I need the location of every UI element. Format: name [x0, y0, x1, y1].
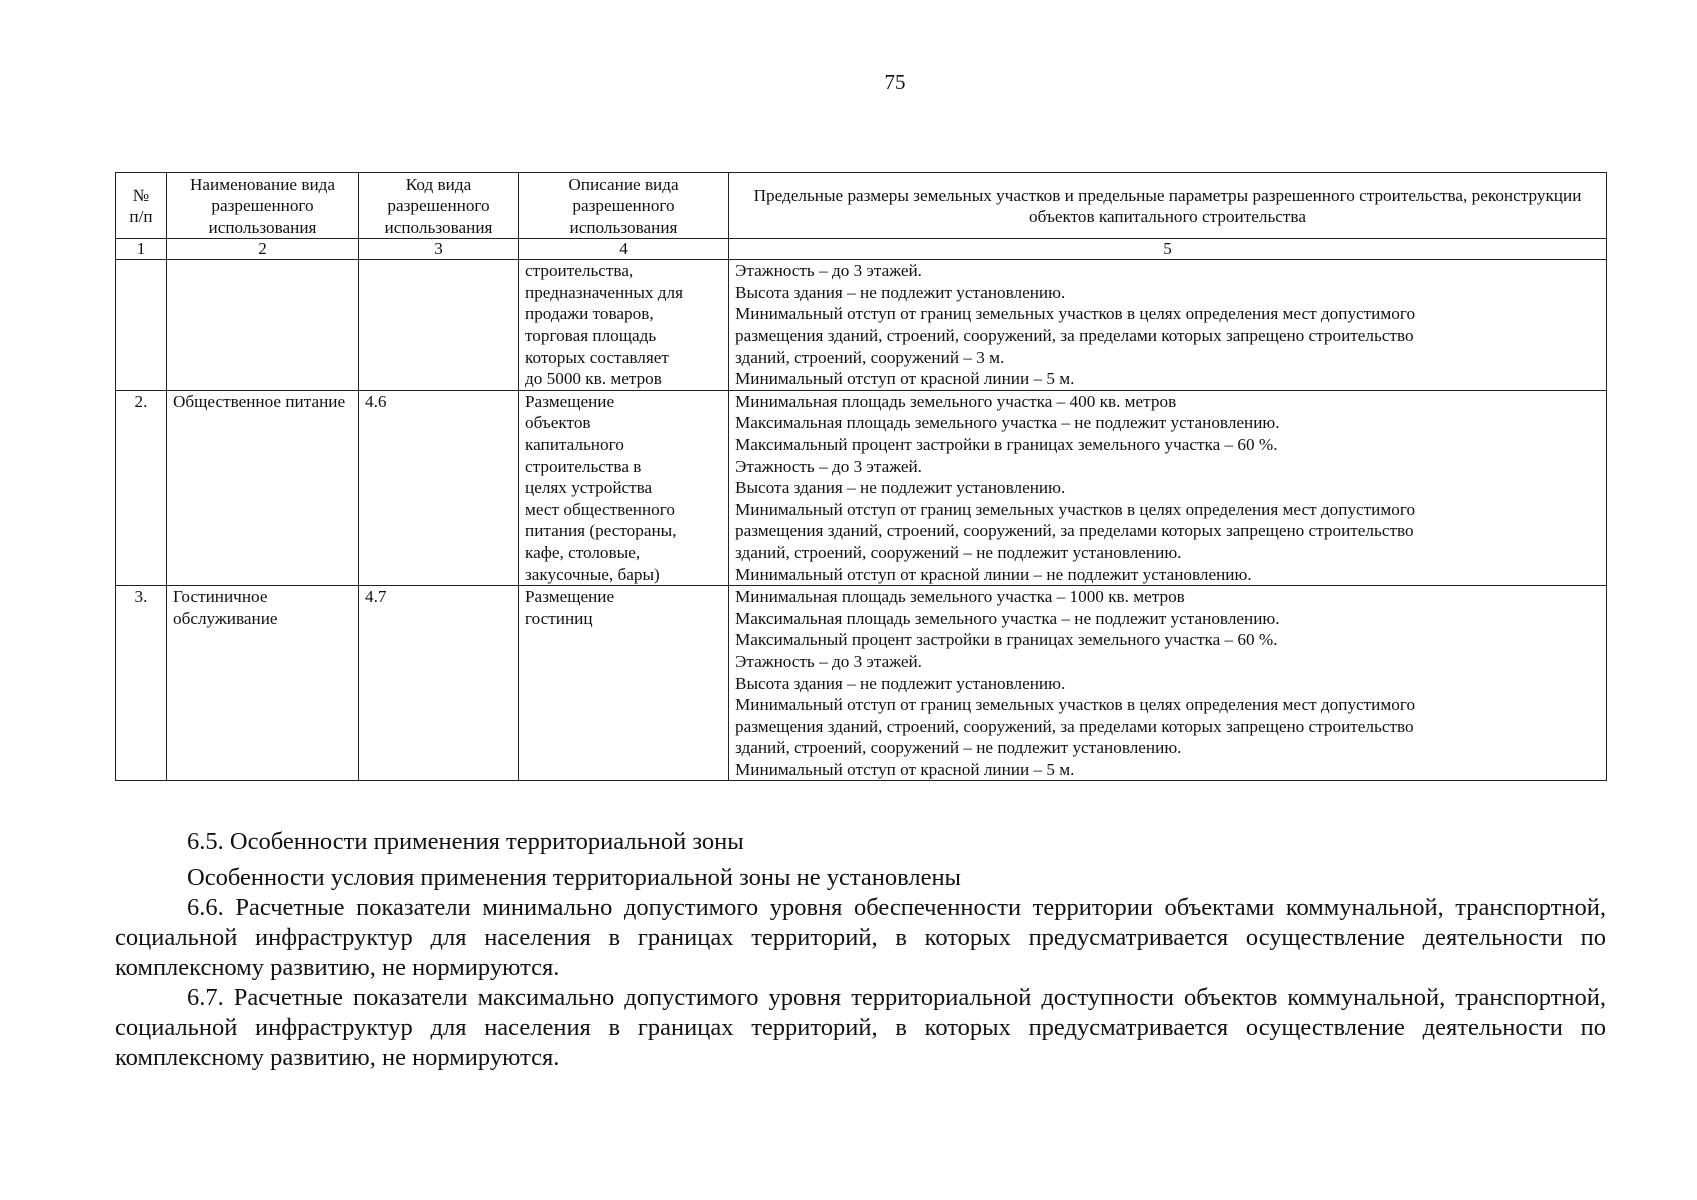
row-limit-params: Этажность – до 3 этажей. Высота здания – не подлежит установлению. Минимальный отступ от границ земельных участков в целях определения мест допустимого размещения зданий, строений, сооружений, за пределами которых запрещено строительство зданий, строений, сооружений – 3 м. Минимальный отступ от красной линии – 5 м.: [729, 260, 1607, 391]
section-6-5-body: [115, 863, 1606, 1073]
page-number: 75: [884, 70, 906, 94]
zoning-table: [115, 172, 1607, 781]
column-number: 1: [116, 239, 167, 260]
column-number: 5: [729, 239, 1607, 260]
section-6-5: [115, 827, 1606, 857]
header-use-name: Наименование вида разрешенного использования: [167, 173, 359, 239]
section-heading: 6.5. Особенности применения территориальной зоны: [187, 828, 744, 855]
row-use-description: строительства, предназначенных для продажи товаров, торговая площадь которых составляет до 5000 кв. метров: [519, 260, 729, 391]
row-number: 2.: [116, 390, 167, 585]
row-use-description: Размещение гостиниц: [519, 586, 729, 781]
row-limit-params: Минимальная площадь земельного участка – 1000 кв. метров Максимальная площадь земельного участка – не подлежит установлению. Максимальный процент застройки в границах земельного участка – 60 %. Этажность – до 3 этажей. Высота здания – не подлежит установлению. Минимальный отступ от границ земельных участков в целях определения мест допустимого размещения зданий, строений, сооружений, за пределами которых запрещено строительство зданий, строений, сооружений – не подлежит установлению. Минимальный отступ от красной линии – 5 м.: [729, 586, 1607, 781]
row-use-code: [359, 260, 519, 391]
column-number: 3: [359, 239, 519, 260]
row-limit-params: Минимальная площадь земельного участка – 400 кв. метров Максимальная площадь земельного участка – не подлежит установлению. Максимальный процент застройки в границах земельного участка – 60 %. Этажность – до 3 этажей. Высота здания – не подлежит установлению. Минимальный отступ от границ земельных участков в целях определения мест допустимого размещения зданий, строений, сооружений, за пределами которых запрещено строительство зданий, строений, сооружений – не подлежит установлению. Минимальный отступ от красной линии – не подлежит установлению.: [729, 390, 1607, 585]
row-number: 3.: [116, 586, 167, 781]
row-use-code: 4.7: [359, 586, 519, 781]
paragraph: 6.6. Расчетные показатели минимально допустимого уровня обеспеченности территории объектами коммунальной, транспортной, социальной инфраструктур для населения в границах территорий, в которых предусматривается осуществление деятельности по комплексному развитию, не нормируются.: [115, 894, 1606, 981]
column-number: 2: [167, 239, 359, 260]
paragraph: Особенности условия применения территориальной зоны не установлены: [187, 864, 962, 891]
column-number-row: [116, 239, 1607, 260]
header-use-description: Описание вида разрешенного использования: [519, 173, 729, 239]
header-num: № п/п: [116, 173, 167, 239]
row-use-name: Гостиничное обслуживание: [167, 586, 359, 781]
table-row: [116, 586, 1607, 781]
table-row: [116, 260, 1607, 391]
header-use-code: Код вида разрешенного использования: [359, 173, 519, 239]
table-header-row: [116, 173, 1607, 239]
table-row: [116, 390, 1607, 585]
row-use-description: Размещение объектов капитального строительства в целях устройства мест общественного питания (рестораны, кафе, столовые, закусочные, бары): [519, 390, 729, 585]
row-use-name: [167, 260, 359, 391]
row-use-name: Общественное питание: [167, 390, 359, 585]
row-number: [116, 260, 167, 391]
header-limit-params: Предельные размеры земельных участков и предельные параметры разрешенного строительства, реконструкции объектов капитального строительства: [729, 173, 1607, 239]
column-number: 4: [519, 239, 729, 260]
paragraph: 6.7. Расчетные показатели максимально допустимого уровня территориальной доступности объектов коммунальной, транспортной, социальной инфраструктур для населения в границах территорий, в которых предусматривается осуществление деятельности по комплексному развитию, не нормируются.: [115, 984, 1606, 1071]
row-use-code: 4.6: [359, 390, 519, 585]
